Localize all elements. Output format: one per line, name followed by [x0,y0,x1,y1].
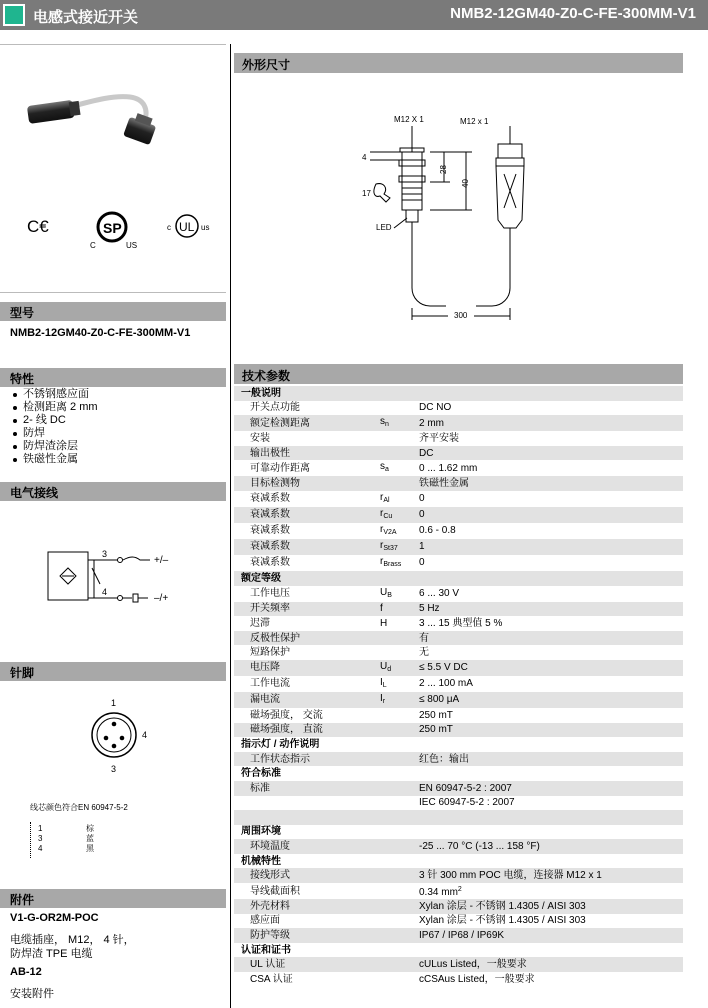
pinout-diagram [80,695,170,780]
spec-row [234,752,683,767]
spec-label: 漏电流 [234,692,374,708]
dim-17: 17 [362,189,371,198]
spec-value: ≤ 800 μA [419,692,683,708]
spec-symbol: $r_{Cu}$ [374,507,419,523]
spec-label: 防护等级 [234,928,374,943]
wire-color-table: 1 棕 3 蓝 4 黑 [38,824,94,853]
spec-symbol: $r_{Brass}$ [380,555,402,568]
spec-symbol: $s_a$ [380,461,389,474]
spec-row [234,692,683,708]
accessory-name: AB-12 [10,966,42,978]
wire-color-bar [30,822,32,858]
accessory-desc: 安装附件 [10,988,54,1000]
feature-item: 防焊渣涂层 [12,440,98,453]
spec-row [234,446,683,461]
spec-label: 导线截面积 [250,885,300,897]
page-header [0,0,708,30]
page-title: 电感式接近开关 [33,9,139,26]
spec-row [234,868,683,883]
wiring-diagram [40,540,210,610]
spec-row [234,899,683,914]
wiring-pin-4: 4 [102,587,108,597]
spec-symbol: $I_r$ [374,692,419,708]
spec-value: EN 60947-5-2 : 2007 [419,781,683,796]
spec-label: 开关频率 [234,602,374,617]
spec-symbol [374,883,419,899]
spec-row [234,928,683,943]
svg-text:c: c [167,223,171,232]
spec-symbol [374,723,419,738]
svg-text:SP: SP [103,220,122,236]
spec-row [234,631,683,646]
spec-symbol [374,868,419,883]
spec-row [234,781,683,796]
dim-300: 300 [454,311,468,320]
feature-item: 不锈钢感应面 [12,388,98,401]
spec-label: 短路保护 [250,647,290,659]
left-line-1 [0,292,226,293]
spec-value: IP67 / IP68 / IP69K [419,928,683,943]
feature-item: 铁磁性金属 [12,453,98,466]
spec-symbol [374,899,419,914]
spec-value: 6 ... 30 V [419,588,460,600]
spec-value: cULus Listed，一般要求 [419,957,683,972]
spec-row [234,972,683,987]
spec-row [234,507,683,523]
spec-symbol [374,401,419,416]
spec-value: DC [419,446,683,461]
spec-symbol: $s_n$ [374,415,419,431]
spec-value: 250 mT [419,709,453,721]
spec-label: 额定检测距离 [234,415,374,431]
spec-value: 3 针 300 mm POC 电缆，连接器 M12 x 1 [419,868,683,883]
spec-section-title: 符合标准 [241,768,281,780]
spec-value: 2 ... 100 mA [419,678,473,690]
spec-value: 无 [419,647,429,659]
spec-symbol [374,752,419,767]
dim-4: 4 [362,153,367,162]
spec-value: 有 [419,631,683,646]
spec-row [234,523,683,539]
spec-label: 磁场强度， 直流 [234,723,374,738]
accessory-desc: 电缆插座， M12， 4 针， [10,934,135,946]
spec-value: 2 mm [419,415,683,431]
wiring-minus: –/+ [154,593,169,604]
spec-label [234,796,374,811]
spec-symbol: H [380,617,388,629]
wiring-plus: +/– [154,555,169,566]
spec-value: 0.34 $mm^2$ [419,886,462,899]
spec-symbol: $U_B$ [380,586,392,599]
spec-value: -25 ... 70 °C (-13 ... 158 °F) [419,839,683,854]
spec-value: cCSAus Listed，一般要求 [419,973,535,985]
spec-row [234,957,683,972]
pin-label-4: 4 [142,730,148,740]
model-value: NMB2-12GM40-Z0-C-FE-300MM-V1 [10,327,191,339]
spec-symbol [374,914,419,929]
accessories-header: 附件 [0,889,226,908]
spec-row [234,401,683,416]
features-list [12,388,98,466]
spec-section-title: 一般说明 [234,386,683,401]
spec-symbol [374,781,419,796]
spec-value: 0 [419,493,425,505]
wiring-header: 电气接线 [0,482,226,501]
ce-mark-icon: C€ [27,217,49,236]
pin-label-3: 3 [111,764,117,774]
spec-label: 感应面 [250,915,280,927]
spec-symbol [374,796,419,811]
spec-row [234,431,683,446]
features-header: 特性 [0,368,226,387]
spec-value: 5 Hz [419,602,683,617]
csa-mark-icon [90,213,137,250]
accessory-name: V1-G-OR2M-POC [10,912,99,924]
spec-label: 衰减系数 [250,525,290,537]
ul-mark-icon [167,215,209,237]
spec-value: 0 [419,507,683,523]
spec-row [234,796,683,811]
spec-label: 工作状态指示 [234,752,374,767]
spec-row [234,810,683,825]
pin-label-1: 1 [111,698,117,708]
dimension-drawing [350,108,550,323]
spec-row [234,676,683,692]
spec-value: Xylan 涂层 - 不锈钢 1.4305 / AISI 303 [419,915,586,927]
spec-label: 电压降 [234,660,374,676]
spec-symbol [374,476,419,491]
wrench-icon [374,184,390,202]
spec-label: 衰减系数 [234,539,374,555]
svg-text:C: C [90,241,96,250]
spec-symbol: f [374,602,419,617]
spec-label: UL 认证 [234,957,374,972]
spec-label: 衰减系数 [250,557,290,569]
spec-value: 齐平安装 [419,432,459,444]
spec-label [234,810,374,825]
spec-symbol [374,928,419,943]
spec-section-title: 认证和证书 [241,944,291,956]
product-image [20,85,200,155]
spec-row [234,723,683,738]
spec-value: DC NO [419,402,452,414]
spec-value: ≤ 5.5 V DC [419,660,683,676]
spec-label: 接线形式 [234,868,374,883]
spec-row [234,415,683,431]
spec-symbol: $U_d$ [374,660,419,676]
brand-logo [3,4,25,26]
spec-table [234,386,683,987]
header-model: NMB2-12GM40-Z0-C-FE-300MM-V1 [450,5,696,22]
dim-led: LED [376,223,392,232]
svg-text:UL: UL [179,220,195,234]
spec-value: 0.6 - 0.8 [419,525,456,537]
spec-row [234,555,683,571]
dim-thread-1: M12 X 1 [394,115,424,124]
spec-symbol: $I_L$ [380,676,387,689]
dim-28: 28 [439,165,448,174]
spec-row [234,645,683,660]
spec-value: 铁磁性金属 [419,476,683,491]
spec-symbol [374,645,419,660]
spec-symbol: $r_{St37}$ [374,539,419,555]
wire-color-note: 线芯颜色符合EN 60947-5-2 [30,803,128,812]
spec-row [234,602,683,617]
spec-label: 开关点功能 [250,402,300,414]
spec-label: 环境温度 [234,839,374,854]
spec-row [234,476,683,491]
spec-value: 3 ... 15 典型值 5 % [419,617,503,629]
spec-section-title: 机械特性 [241,855,281,867]
spec-label: CSA 认证 [250,973,293,985]
dim-thread-2: M12 x 1 [460,117,489,126]
spec-symbol [374,708,419,723]
feature-item: 检测距离 2 mm [12,401,98,414]
wiring-pin-3: 3 [102,549,108,559]
spec-section-title: 周围环境 [241,826,281,838]
spec-label: 输出极性 [234,446,374,461]
column-divider [230,44,231,1008]
spec-value: 0 ... 1.62 mm [419,462,478,474]
spec-row [234,660,683,676]
spec-row [234,839,683,854]
spec-label: 可靠动作距离 [250,462,310,474]
spec-label: 标准 [234,781,374,796]
spec-symbol [374,972,419,987]
spec-value: 0 [419,557,425,569]
spec-label: 工作电流 [250,678,290,690]
spec-label: 工作电压 [250,588,290,600]
dim-40: 40 [461,179,470,188]
left-top-line [0,44,226,45]
feature-item: 防焊 [12,427,98,440]
accessory-desc: 防焊渣 TPE 电缆 [10,948,93,960]
spec-row [234,491,683,507]
spec-row [234,708,683,723]
spec-symbol [374,810,419,825]
spec-value: 红色：输出 [419,752,683,767]
pinout-header: 针脚 [0,662,226,681]
certification-marks [25,210,215,258]
spec-label: 迟滞 [250,617,270,629]
spec-value: IEC 60947-5-2 : 2007 [419,797,515,809]
spec-value: 250 mT [419,723,683,738]
model-header: 型号 [0,302,226,321]
spec-symbol [374,839,419,854]
spec-symbol: $r_{V2A}$ [380,523,397,536]
spec-symbol [374,631,419,646]
feature-item: 2- 线 DC [12,414,98,427]
svg-text:us: us [201,223,210,232]
dimensions-header: 外形尺寸 [234,53,683,73]
spec-section-title: 指示灯 / 动作说明 [241,738,320,750]
spec-row [234,460,683,476]
svg-text:US: US [126,241,138,250]
spec-label: 安装 [250,432,270,444]
tech-header: 技术参数 [234,364,683,384]
spec-symbol: $r_{Al}$ [380,491,390,504]
spec-value: 1 [419,539,683,555]
spec-symbol [374,431,419,446]
spec-label: 目标检测物 [234,476,374,491]
spec-value: Xylan 涂层 - 不锈钢 1.4305 / AISI 303 [419,899,683,914]
spec-label: 衰减系数 [234,507,374,523]
spec-section-title: 额定等级 [234,571,683,586]
spec-row [234,586,683,602]
spec-label: 反极性保护 [234,631,374,646]
spec-value [419,810,683,825]
spec-symbol [374,446,419,461]
spec-symbol [374,957,419,972]
spec-label: 磁场强度， 交流 [250,709,323,721]
spec-row [234,914,683,929]
spec-row [234,883,683,899]
spec-label: 衰减系数 [250,493,290,505]
spec-label: 外壳材料 [234,899,374,914]
spec-row [234,539,683,555]
spec-row [234,616,683,631]
